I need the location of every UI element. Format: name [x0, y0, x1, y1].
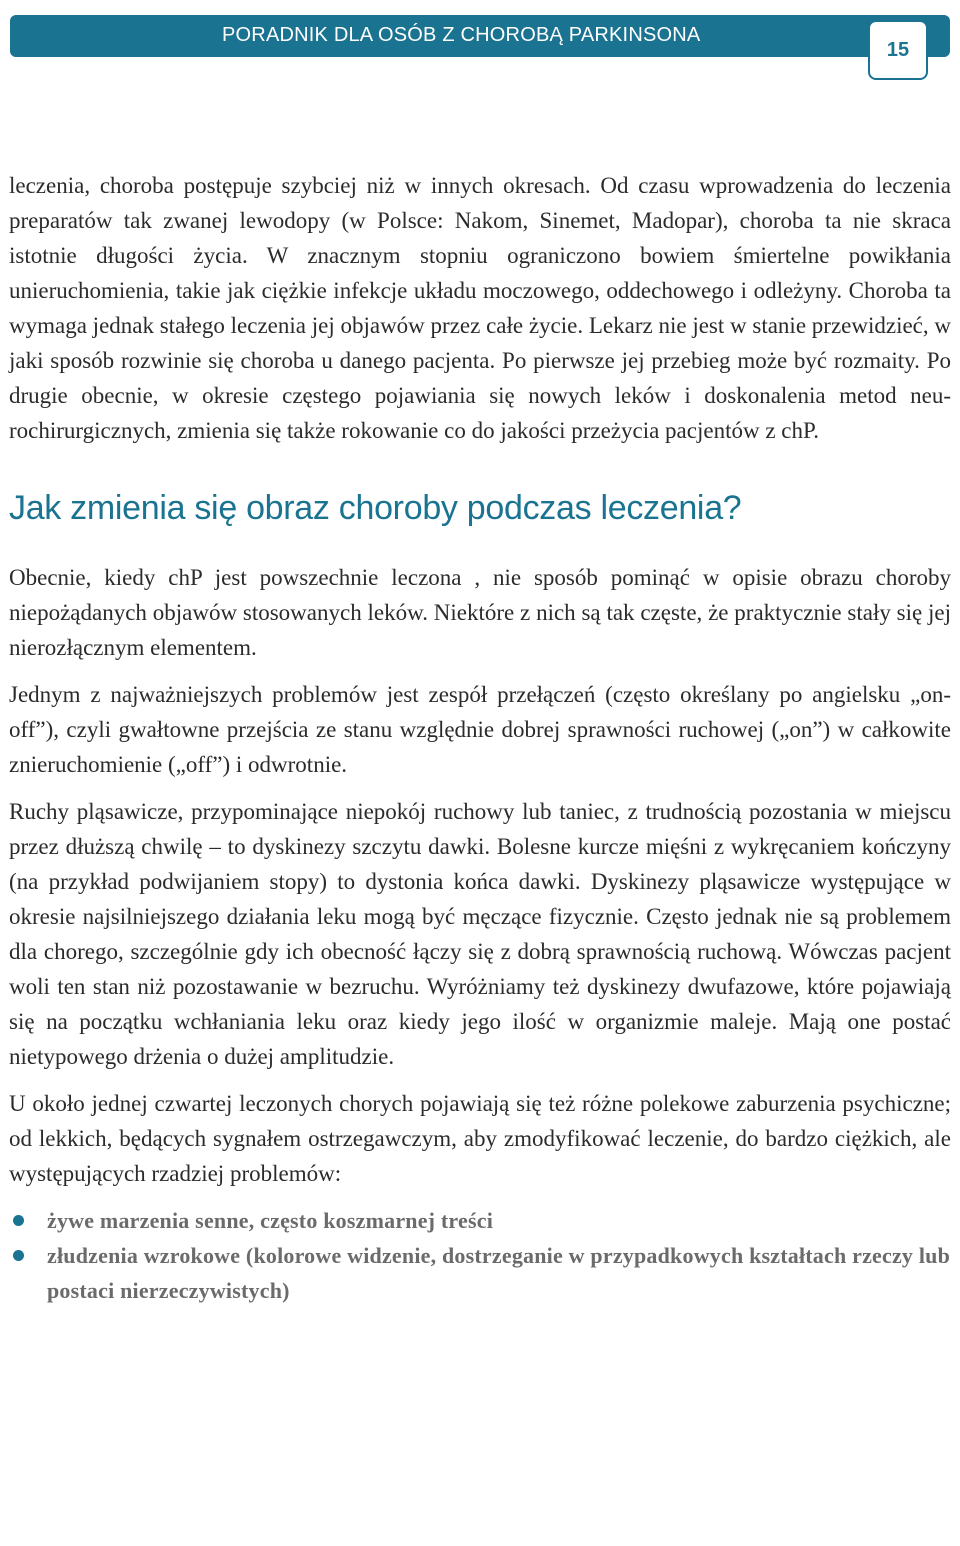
body-paragraph: Ruchy pląsawicze, przypominające niepokój ruchowy lub taniec, z trudnością pozostania w miejscu przez dłuższą chwilę – to dyskinezy szczytu dawki. Bolesne kurcze mięśni z wykręcaniem kończyny (na przykład podwijaniem stopy) to dystonia końca dawki. Dyskinezy pląsawicze występujące w okresie najsilniejszego działania leku mogą być męczące fizycznie. Często jednak nie są problemem dla chorego, szczególnie gdy ich obecność łączy się z dobrą sprawnością ruchową. Wówczas pacjent woli ten stan niż pozostawanie w bezruchu. Wyróżniamy też dyskinezy dwufazowe, które pojawiają się na początku wchłaniania leku oraz kiedy jego ilość w organizmie maleje. Mają one postać nietypowego drżenia o dużej amplitudzie. — [9, 799, 951, 1069]
section-heading: Jak zmienia się obraz choroby podczas leczenia? — [9, 489, 742, 527]
body-paragraph: Jednym z najważniejszych problemów jest zespół przełączeń (często określany po angielsku „on-off”), czyli gwałtowne przejścia ze stanu względnie dobrej sprawności ruchowej („on”) w całkowite znieruchomienie („off”) i odwrotnie. — [9, 682, 951, 777]
bullet-dot-icon — [13, 1215, 24, 1226]
list-item-text: żywe marzenia senne, często koszmarnej treści — [47, 1208, 494, 1233]
running-header-title: PORADNIK DLA OSÓB Z CHOROBĄ PARKINSONA — [222, 24, 701, 46]
bullet-dot-icon — [13, 1250, 24, 1261]
running-header — [10, 15, 950, 61]
list-item — [9, 1238, 951, 1308]
body-paragraph: leczenia, choroba postępuje szybciej niż w innych okresach. Od czasu wprowadzenia do leczenia preparatów tak zwanej lewodopy (w Polsce: Nakom, Sinemet, Madopar), choroba ta nie skraca istotnie długości życia. W znacznym stopniu ograniczono bowiem śmiertelne powikłania unieruchomienia, takie jak ciężkie infekcje układu moczowego, oddechowego i odleżyny. Choroba ta wymaga jednak stałego leczenia jej objawów przez całe życie. Lekarz nie jest w stanie przewidzieć, w jaki sposób rozwinie się choroba u danego pacjenta. Po pierwsze jej przebieg może być rozmaity. Po drugie obecnie, w okresie częstego pojawiania się nowych leków i doskonalenia metod neurochirurgicznych, zmienia się także rokowanie co do jakości przeżycia pacjentów z chP. — [9, 173, 951, 443]
list-item — [9, 1203, 951, 1238]
symptom-list — [9, 1203, 951, 1308]
body-paragraph: U około jednej czwartej leczonych chorych pojawiają się też różne polekowe zaburzenia psychiczne; od lekkich, będących sygnałem ostrzegawczym, aby zmodyfikować leczenie, do bardzo ciężkich, ale występujących rzadziej problemów: — [9, 1091, 951, 1186]
page-body — [9, 168, 951, 1308]
body-paragraph: Obecnie, kiedy chP jest powszechnie leczona , nie sposób pominąć w opisie obrazu choroby niepożądanych objawów stosowanych leków. Niektóre z nich są tak częste, że praktycznie stały się jej nierozłącznym elementem. — [9, 565, 951, 660]
page-number-badge: 15 — [868, 20, 928, 80]
list-item-text: złudzenia wzrokowe (kolorowe widzenie, dostrzeganie w przypadkowych kształtach rzeczy lub postaci nierzeczywistych) — [47, 1243, 951, 1303]
